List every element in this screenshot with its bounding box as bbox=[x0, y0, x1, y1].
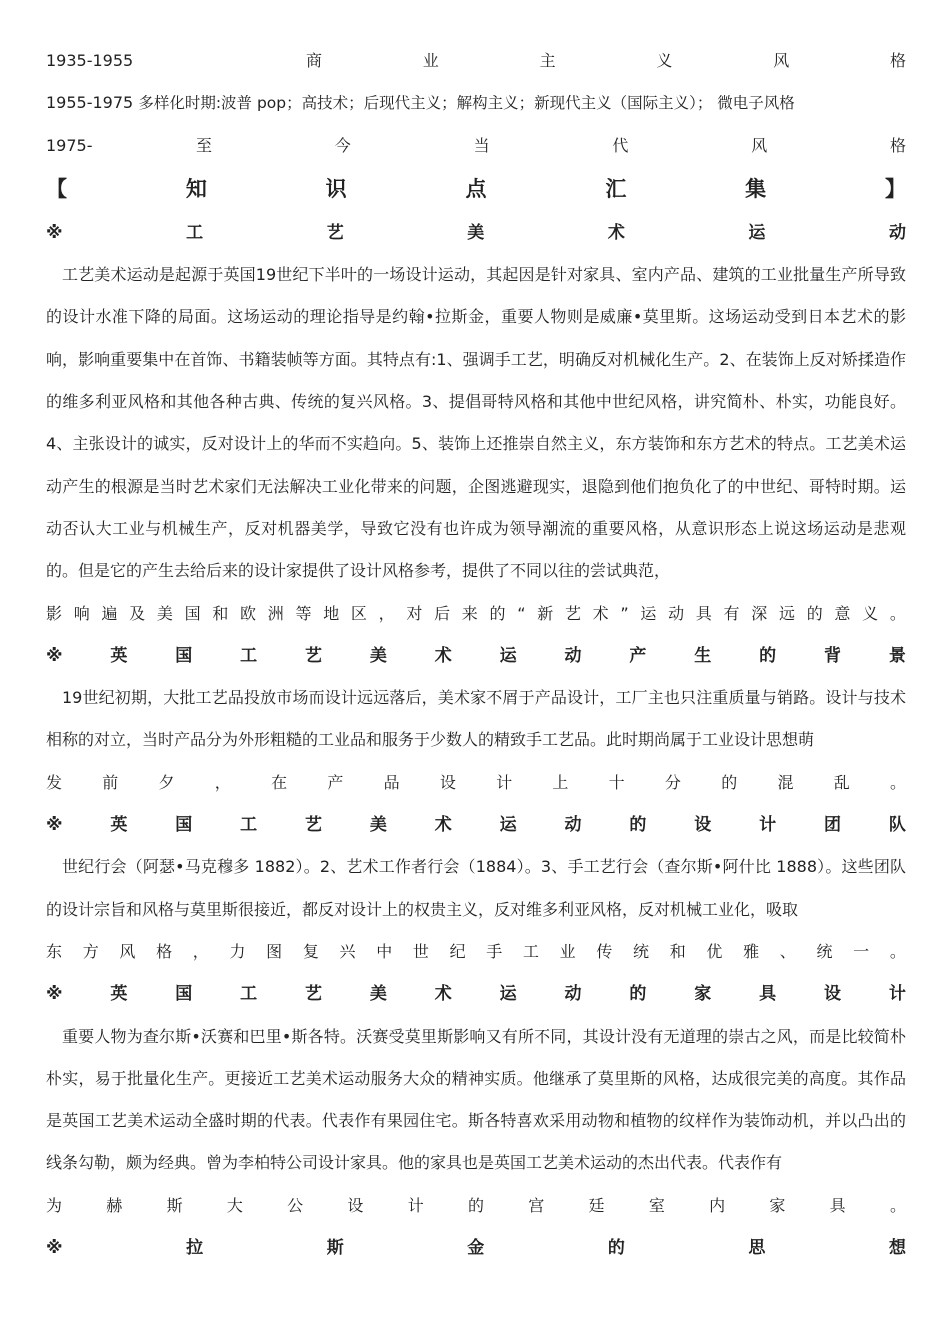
section-heading: ※ 英 国 工 艺 美 术 运 动 产 生 的 背 景 bbox=[46, 645, 906, 666]
section-last-line: 影 响 遍 及 美 国 和 欧 洲 等 地 区 ， 对 后 来 的 “ 新 艺 术 ” 运 动 具 有 深 远 的 意 义 。 bbox=[46, 603, 906, 623]
timeline-row-1 bbox=[46, 40, 906, 82]
timeline-year: 1955-1975 bbox=[46, 93, 134, 113]
timeline-row-3 bbox=[46, 125, 906, 167]
timeline-label: 至 今 当 代 风 格 bbox=[196, 135, 906, 155]
section-title: 【 知 识 点 汇 集 】 bbox=[46, 176, 906, 201]
timeline-label: 商 业 主 义 风 格 bbox=[306, 51, 906, 70]
section-heading: ※ 英 国 工 艺 美 术 运 动 的 设 计 团 队 bbox=[46, 815, 906, 836]
section-heading: ※ 拉 斯 金 的 思 想 bbox=[46, 1238, 906, 1259]
document-page bbox=[46, 40, 906, 1269]
section-last-line: 东 方 风 格 ， 力 图 复 兴 中 世 纪 手 工 业 传 统 和 优 雅 、 统 一 。 bbox=[46, 941, 906, 961]
section-last-line: 发 前 夕 ， 在 产 品 设 计 上 十 分 的 混 乱 。 bbox=[46, 772, 906, 792]
section-body: 重要人物为查尔斯•沃赛和巴里•斯各特。沃赛受莫里斯影响又有所不同，其设计没有无道理的崇古之风，而是比较简朴朴实，易于批量化生产。更接近工艺美术运动服务大众的精神实质。他继承了莫里斯的风格，达成很完美的高度。其作品是英国工艺美术运动全盛时期的代表。代表作有果园住宅。斯各特喜欢采用动物和植物的纹样作为装饰动机，并以凸出的线条勾勒，颇为经典。曾为李柏特公司设计家具。他的家具也是英国工艺美术运动的杰出代表。代表作有 bbox=[46, 1026, 906, 1173]
timeline-year: 1975- bbox=[46, 135, 93, 155]
section-body: 世纪行会（阿瑟•马克穆多 1882）。2、艺术工作者行会（1884）。3、手工艺行会（查尔斯•阿什比 1888）。这些团队的设计宗旨和风格与莫里斯很接近，都反对设计上的权贵主义，反对维多利亚风格，反对机械工业化，吸取 bbox=[46, 857, 906, 919]
section-last-line: 为 赫 斯 大 公 设 计 的 宫 廷 室 内 家 具 。 bbox=[46, 1195, 906, 1215]
timeline-row-2 bbox=[46, 82, 906, 124]
section-body: 19世纪初期，大批工艺品投放市场而设计远远落后，美术家不屑于产品设计，工厂主也只注重质量与销路。设计与技术相称的对立，当时产品分为外形粗糙的工业品和服务于少数人的精致手工艺品。此时期尚属于工业设计思想萌 bbox=[46, 688, 906, 750]
section-body: 工艺美术运动是起源于英国19世纪下半叶的一场设计运动，其起因是针对家具、室内产品、建筑的工业批量生产所导致的设计水准下降的局面。这场运动的理论指导是约翰•拉斯金，重要人物则是威廉•莫里斯。这场运动受到日本艺术的影响，影响重要集中在首饰、书籍装帧等方面。其特点有:1、强调手工艺，明确反对机械化生产。2、在装饰上反对矫揉造作的维多利亚风格和其他各种古典、传统的复兴风格。3、提倡哥特风格和其他中世纪风格，讲究简朴、朴实，功能良好。4、主张设计的诚实，反对设计上的华而不实趋向。5、装饰上还推崇自然主义，东方装饰和东方艺术的特点。工艺美术运动产生的根源是当时艺术家们无法解决工业化带来的问题，企图逃避现实，退隐到他们抱负化了的中世纪、哥特时期。运动否认大工业与机械生产，反对机器美学，导致它没有也许成为领导潮流的重要风格，从意识形态上说这场运动是悲观的。但是它的产生去给后来的设计家提供了设计风格参考，提供了不同以往的尝试典范， bbox=[46, 265, 906, 581]
section-heading: ※ 工 艺 美 术 运 动 bbox=[46, 222, 906, 243]
timeline-year: 1935-1955 bbox=[46, 51, 134, 70]
timeline-label: 多样化时期:波普 pop；高技术；后现代主义；解构主义；新现代主义（国际主义）； 微电子风格 bbox=[138, 94, 795, 113]
section-heading: ※ 英 国 工 艺 美 术 运 动 的 家 具 设 计 bbox=[46, 984, 906, 1005]
